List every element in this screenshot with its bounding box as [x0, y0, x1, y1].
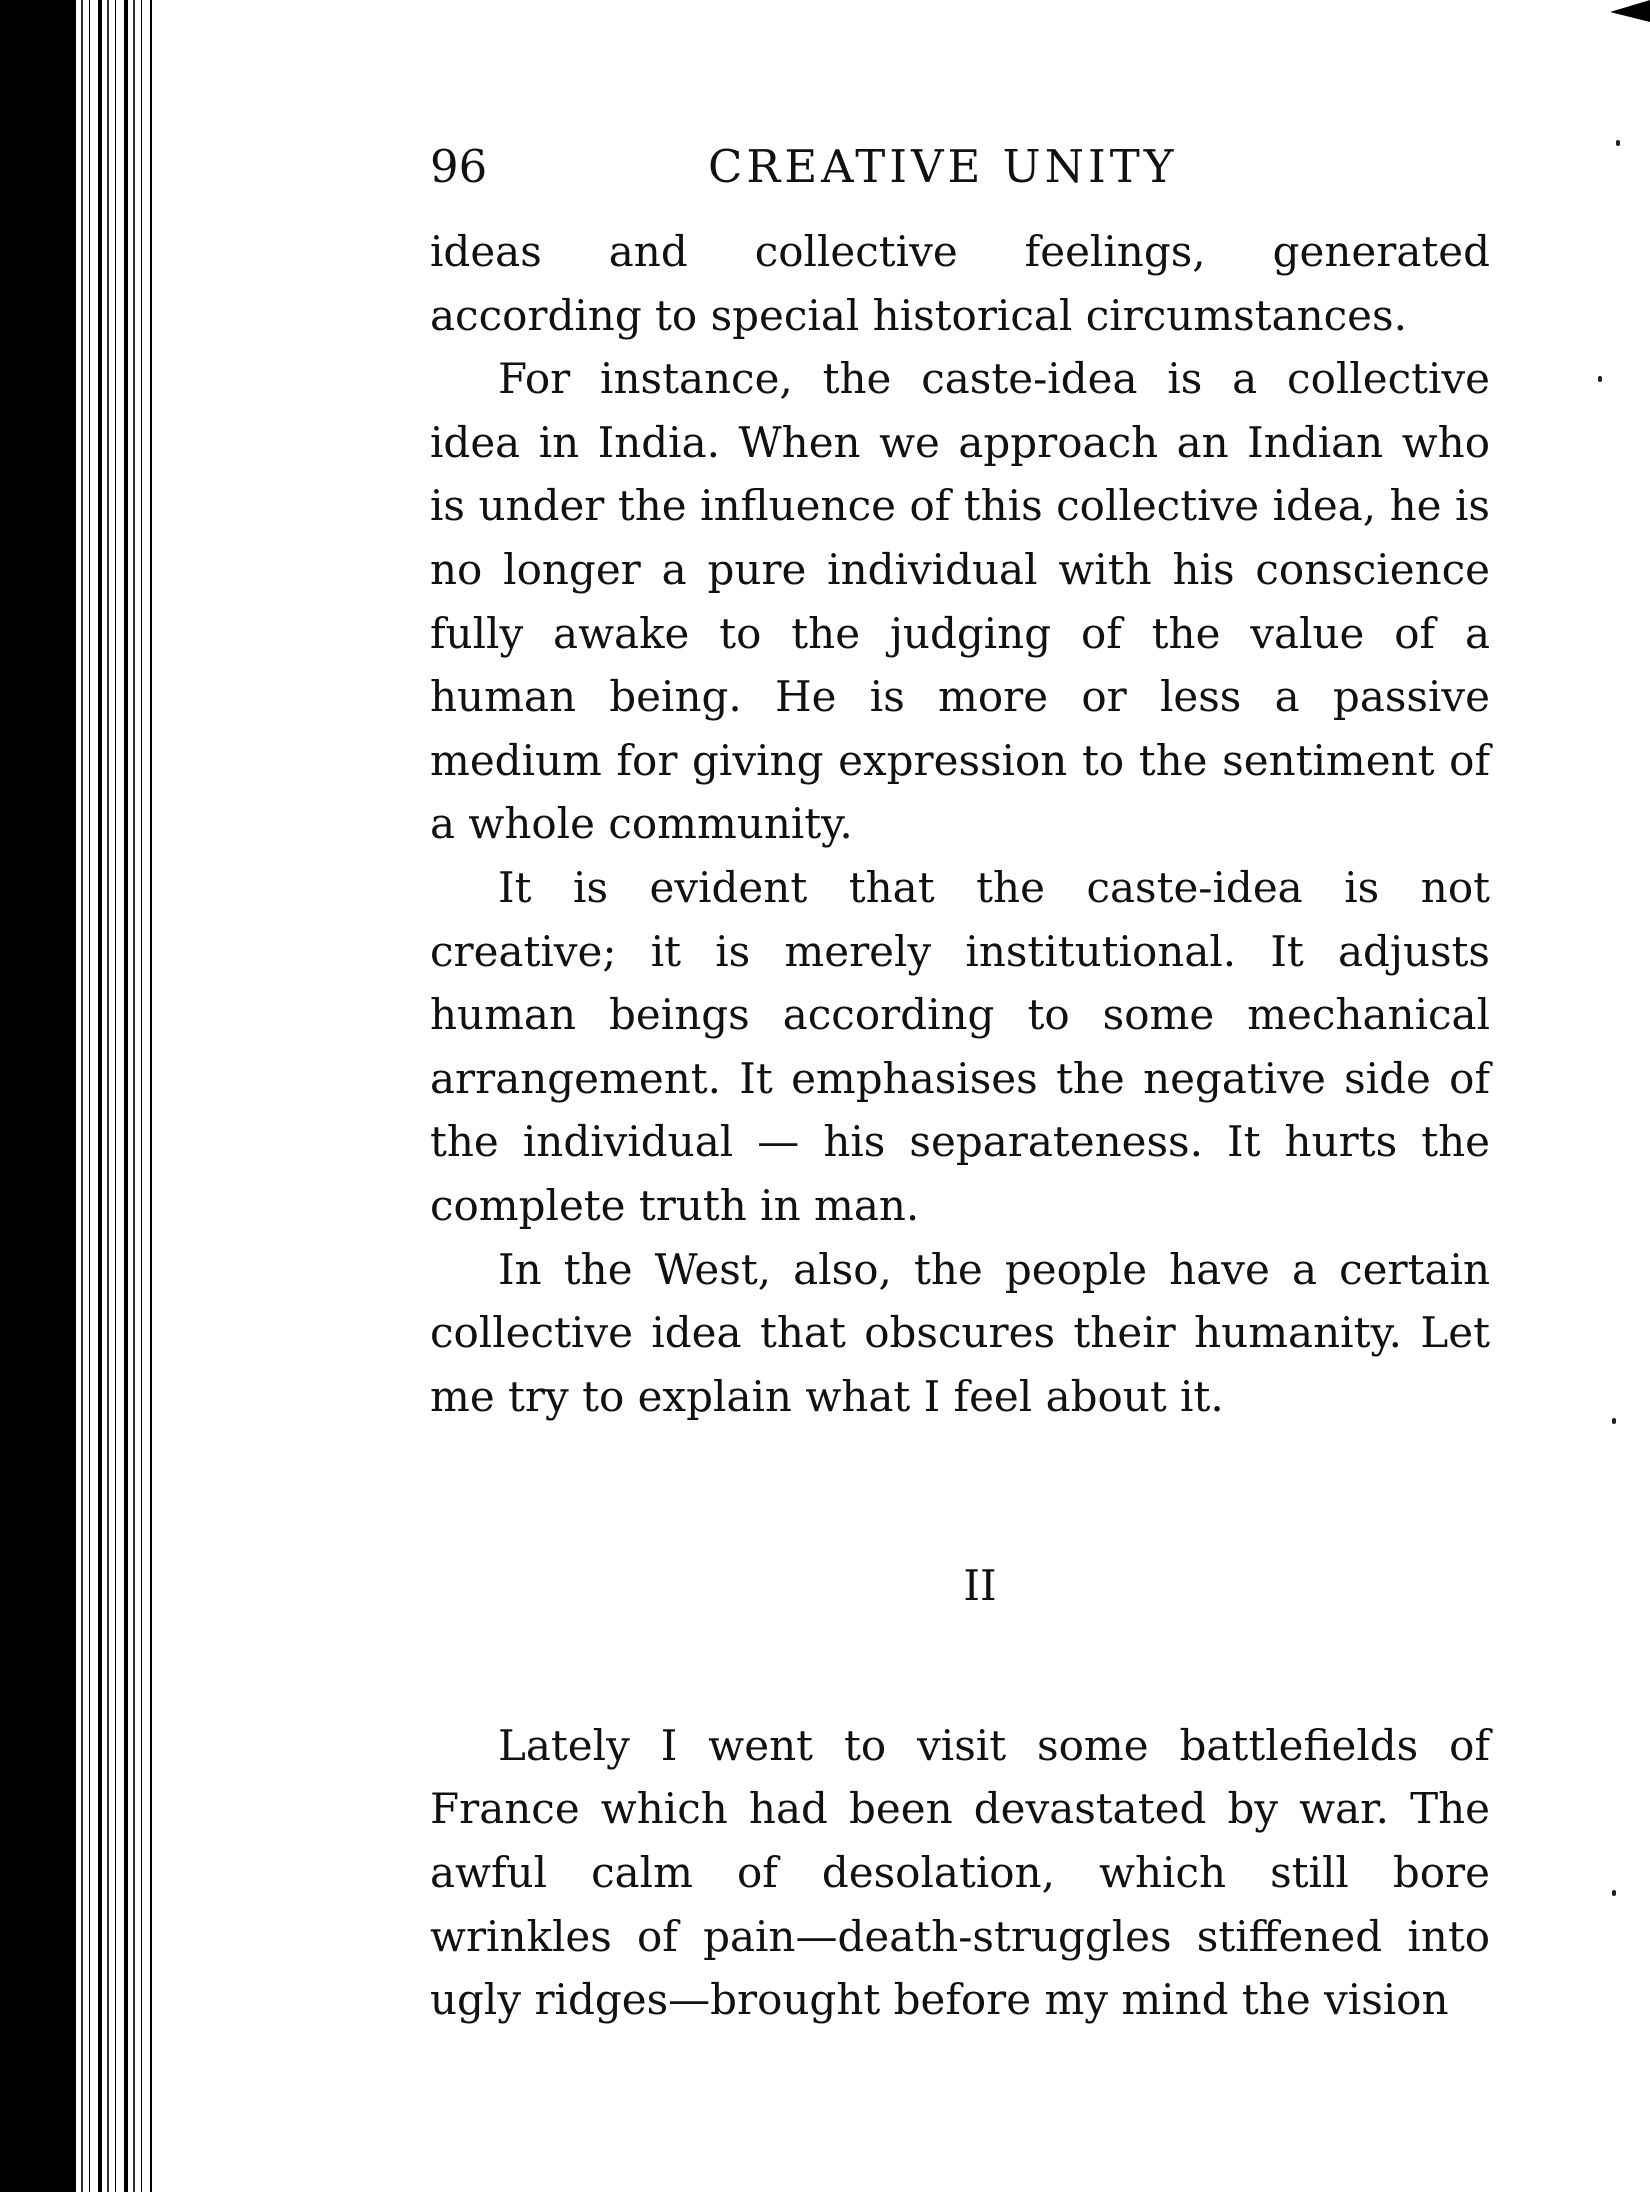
running-title: CREATIVE UNITY: [708, 140, 1178, 193]
paragraph: It is evident that the caste-idea is not creative; it is merely institutional. It adjusts human beings according to some mechanical arrangement. It emphasises the negative side of the individual — his separateness. It hurts the complete truth in man.: [430, 862, 1490, 1230]
body-text: [430, 220, 1490, 2032]
scan-speck: [1612, 1418, 1616, 1424]
scan-speck: [1616, 140, 1620, 146]
page-edge-lines: [72, 0, 152, 2192]
book-page: [430, 140, 1490, 2032]
scan-corner-mark: [1610, 0, 1650, 22]
paragraphs-before-section: [430, 220, 1490, 1428]
running-head: [430, 140, 1490, 200]
paragraph: ideas and collective feelings, generated according to special historical circumstances.: [430, 227, 1490, 340]
paragraphs-after-section: [430, 1714, 1490, 2032]
book-spine-shadow: [0, 0, 72, 2192]
scan-speck: [1598, 376, 1602, 382]
paragraph: In the West, also, the people have a certain collective idea that obscures their humanity. Let me try to explain what I feel about it.: [430, 1244, 1490, 1421]
scan-speck: [1612, 1890, 1616, 1896]
paragraph: Lately I went to visit some battlefields of France which had been devastated by war. The awful calm of desolation, which still bore wrinkles of pain—death-struggles stiffened into ugly ridges—brought before my mind the vision: [430, 1720, 1490, 2025]
section-heading: II: [963, 1561, 997, 1611]
paragraph: For instance, the caste-idea is a collective idea in India. When we approach an Indian who is under the influence of this collective idea, he is no longer a pure individual with his conscience fully awake to the judging of the value of a human being. He is more or less a passive medium for giving expression to the sentiment of a whole community.: [430, 354, 1490, 849]
page-number: 96: [430, 140, 488, 193]
